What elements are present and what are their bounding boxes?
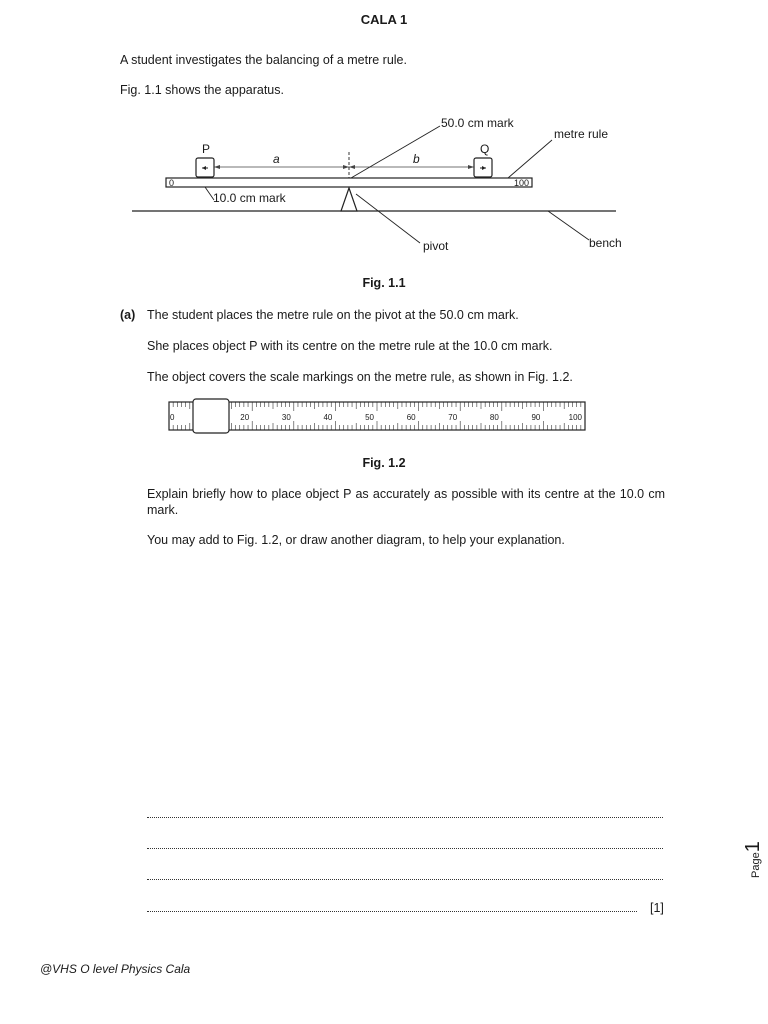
ruler-ticks [169, 402, 585, 430]
label-pivot: pivot [423, 239, 449, 253]
page-number: Page1 [742, 841, 764, 878]
part-a-line-1: The student places the metre rule on the pivot at the 50.0 cm mark. [147, 308, 519, 322]
label-q: Q [480, 142, 490, 156]
ruler-tick-label: 30 [281, 413, 291, 422]
question-text: Explain briefly how to place object P as accurately as possible with its centre at the 10.0 cm mark. [147, 487, 665, 517]
label-a: a [273, 152, 280, 166]
label-bench: bench [589, 236, 622, 250]
leader-50 [351, 126, 440, 178]
answer-line-1[interactable] [147, 817, 663, 818]
leader-metre-rule [508, 140, 552, 178]
fig-1-1-diagram [0, 110, 768, 270]
ruler-tick-label: 40 [323, 413, 333, 422]
label-p: P [202, 142, 211, 156]
leader-bench [548, 211, 589, 240]
answer-line-4[interactable] [147, 911, 637, 912]
part-a-marker: (a) [120, 308, 136, 322]
page-title: CALA 1 [360, 12, 408, 27]
answer-line-2[interactable] [147, 848, 663, 849]
metre-rule-bar [166, 178, 532, 187]
pivot-triangle [341, 188, 357, 211]
ruler-tick-label: 50 [365, 413, 374, 422]
footer-text: @VHS O level Physics Cala [40, 962, 191, 976]
label-hundred: 100 [514, 178, 530, 188]
label-b: b [413, 152, 420, 166]
ruler-tick-label: 20 [240, 413, 250, 422]
ruler-labels [170, 413, 583, 422]
label-50-cm-mark: 50.0 cm mark [441, 116, 514, 130]
fig-1-1-caption: Fig. 1.1 [362, 276, 406, 290]
label-10-cm-mark: 10.0 cm mark [213, 191, 286, 205]
fig-reference-text: Fig. 1.1 shows the apparatus. [120, 83, 284, 97]
ruler-tick-label: 100 [568, 413, 582, 422]
answer-line-3[interactable] [147, 879, 663, 880]
part-a-line-2: She places object P with its centre on the metre rule at the 10.0 cm mark. [147, 339, 553, 353]
ruler-tick-label: 60 [406, 413, 416, 422]
fig-1-2-ruler [0, 396, 768, 438]
ruler-tick-label: 70 [448, 413, 458, 422]
part-a-line-3: The object covers the scale markings on the metre rule, as shown in Fig. 1.2. [147, 370, 573, 384]
question-hint: You may add to Fig. 1.2, or draw another diagram, to help your explanation. [147, 533, 565, 547]
ruler-tick-label: 90 [531, 413, 541, 422]
leader-pivot [356, 194, 420, 243]
intro-text: A student investigates the balancing of a metre rule. [120, 53, 407, 67]
ruler-tick-label: 0 [170, 413, 175, 422]
label-metre-rule: metre rule [554, 127, 609, 141]
ruler-tick-label: 80 [489, 413, 499, 422]
marks-label: [1] [650, 901, 664, 915]
object-p-on-ruler [193, 399, 229, 433]
label-zero: 0 [169, 178, 175, 188]
fig-1-2-caption: Fig. 1.2 [362, 456, 406, 470]
